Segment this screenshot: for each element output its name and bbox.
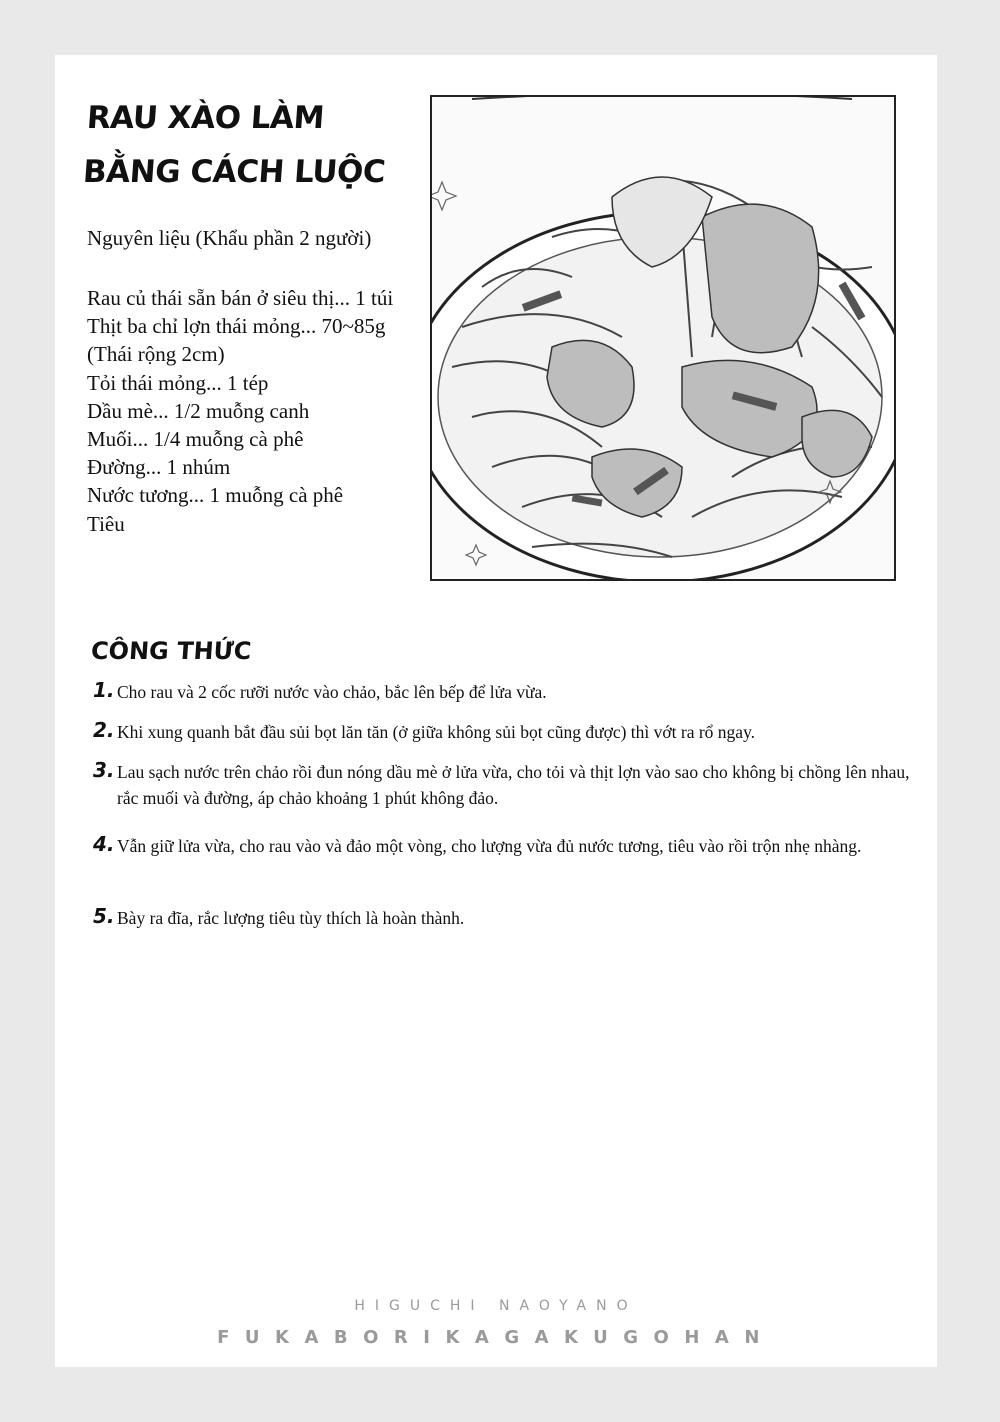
recipe-title-line-1: RAU XÀO LÀM xyxy=(85,100,326,136)
ingredient-item: Đường... 1 nhúm xyxy=(87,455,231,480)
step-item xyxy=(93,759,913,811)
ingredients-heading: Nguyên liệu (Khẩu phần 2 người) xyxy=(87,226,372,250)
step-text: Cho rau và 2 cốc rưỡi nước vào chảo, bắc lên bếp để lửa vừa. xyxy=(117,682,547,702)
method-heading: CÔNG THỨC xyxy=(90,637,253,665)
ingredient-item: Tiêu xyxy=(87,511,125,536)
footer-series-title: FUKABORIKAGAKUGOHAN xyxy=(217,1327,775,1348)
recipe-page xyxy=(55,55,937,1367)
step-item xyxy=(93,679,913,705)
ingredient-item: Dầu mè... 1/2 muỗng canh xyxy=(87,398,310,423)
step-text: Bày ra đĩa, rắc lượng tiêu tùy thích là hoàn thành. xyxy=(117,908,465,928)
step-number: 2. xyxy=(93,718,115,742)
step-item xyxy=(93,905,913,931)
recipe-title xyxy=(81,91,391,199)
ingredient-item: Tỏi thái mỏng... 1 tép xyxy=(87,370,269,395)
ingredient-item: Rau củ thái sẵn bán ở siêu thị... 1 túi xyxy=(87,286,394,310)
step-number: 4. xyxy=(93,832,115,856)
step-number: 1. xyxy=(93,678,115,702)
ingredient-item: (Thái rộng 2cm) xyxy=(87,342,225,367)
step-text: Khi xung quanh bắt đầu sủi bọt lăn tăn (ở giữa không sủi bọt cũng được) thì vớt ra rổ ngay. xyxy=(117,722,756,742)
recipe-title-line-2: BẰNG CÁCH LUỘC xyxy=(81,154,387,190)
step-text: Vẫn giữ lửa vừa, cho rau vào và đảo một vòng, cho lượng vừa đủ nước tương, tiêu vào rồi trộn nhẹ nhàng. xyxy=(117,836,862,856)
ingredient-item: Thịt ba chỉ lợn thái mỏng... 70~85g xyxy=(87,314,386,339)
ingredients-list xyxy=(87,284,393,538)
step-number: 3. xyxy=(93,758,115,782)
step-number: 5. xyxy=(93,904,115,928)
ingredient-item: Muối... 1/4 muỗng cà phê xyxy=(87,427,304,452)
step-item xyxy=(93,719,913,745)
ingredient-item: Nước tương... 1 muỗng cà phê xyxy=(87,483,344,508)
footer-author: HIGUCHI NAOYANO xyxy=(354,1298,638,1314)
stir-fry-plate-illustration xyxy=(430,95,896,581)
step-item xyxy=(93,833,913,859)
stir-fry-plate-icon xyxy=(432,97,894,579)
step-text: Lau sạch nước trên chảo rồi đun nóng dầu mè ở lửa vừa, cho tỏi và thịt lợn vào sao cho không bị chồng lên nhau, rắc muối và đường, áp chảo khoảng 1 phút không đảo. xyxy=(117,762,910,808)
